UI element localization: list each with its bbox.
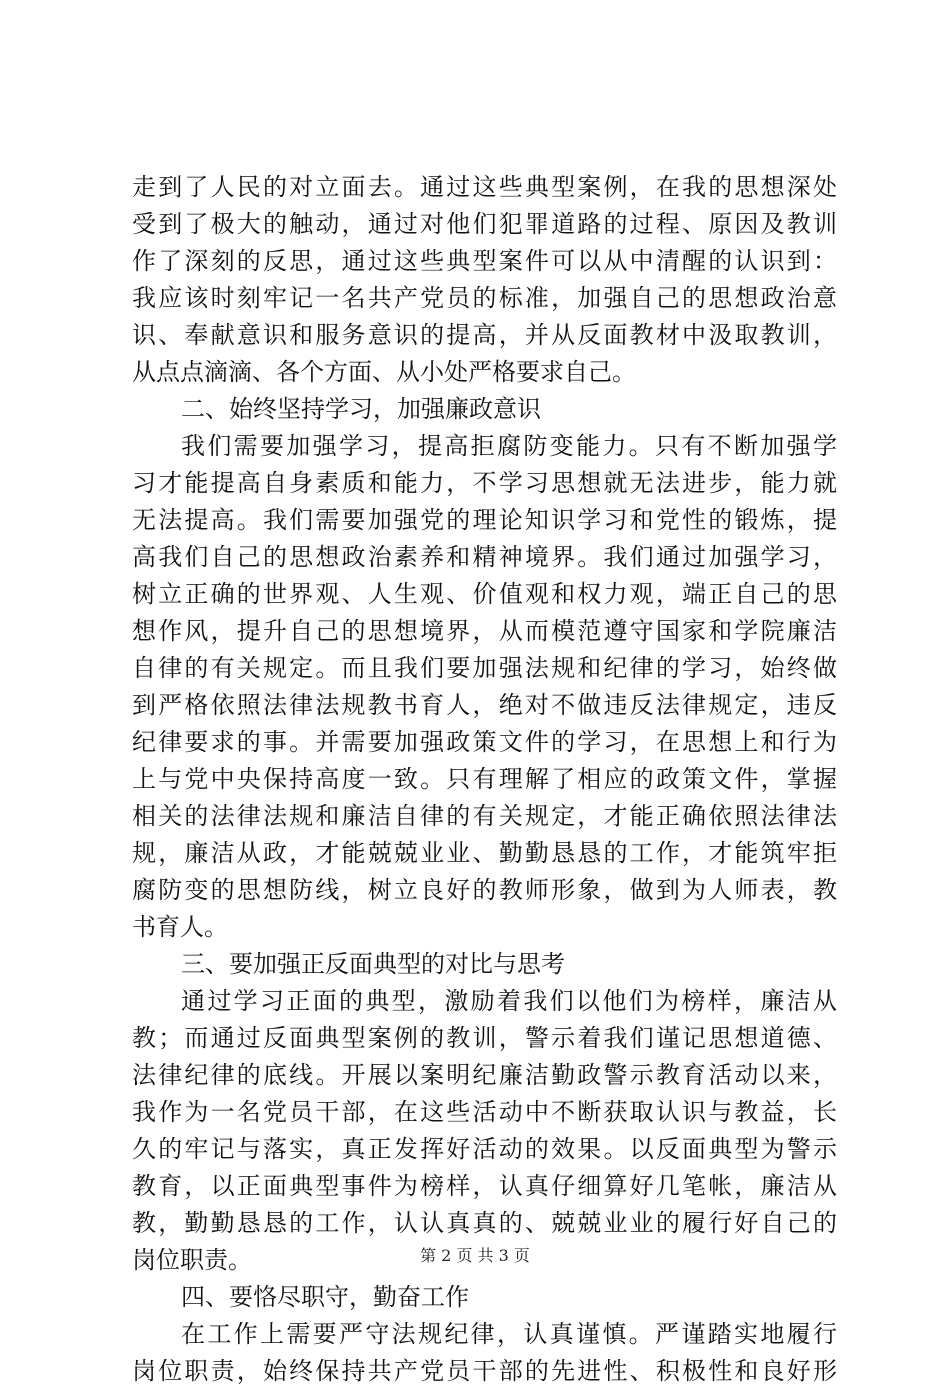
text-line: 相关的法律法规和廉洁自律的有关规定，才能正确依照法律法 [132,802,837,830]
text-line: 受到了极大的触动，通过对他们犯罪道路的过程、原因及教训 [132,210,837,238]
text-line: 想作风，提升自己的思想境界，从而模范遵守国家和学院廉洁 [132,617,837,645]
text-line: 岗位职责。 [132,1246,252,1274]
text-line: 我们需要加强学习，提高拒腐防变能力。只有不断加强学 [181,432,837,460]
text-line: 纪律要求的事。并需要加强政策文件的学习，在思想上和行为 [132,728,837,756]
text-line: 书育人。 [132,913,228,941]
text-line: 上与党中央保持高度一致。只有理解了相应的政策文件，掌握 [132,765,837,793]
text-line: 习才能提高自身素质和能力，不学习思想就无法进步，能力就 [132,469,837,497]
text-line: 在工作上需要严守法规纪律，认真谨慎。严谨踏实地履行 [181,1320,837,1348]
text-line: 久的牢记与落实，真正发挥好活动的效果。以反面典型为警示 [132,1135,837,1163]
text-line: 识、奉献意识和服务意识的提高，并从反面教材中汲取教训， [132,321,837,349]
text-line: 通过学习正面的典型，激励着我们以他们为榜样，廉洁从 [181,987,837,1015]
text-line: 到严格依照法律法规教书育人，绝对不做违反法律规定，违反 [132,691,837,719]
text-line: 法律纪律的底线。开展以案明纪廉洁勤政警示教育活动以来， [132,1061,837,1089]
text-line: 我应该时刻牢记一名共产党员的标准，加强自己的思想政治意 [132,284,837,312]
text-line: 岗位职责，始终保持共产党员干部的先进性、积极性和良好形 [132,1357,837,1385]
text-line: 无法提高。我们需要加强党的理论知识学习和党性的锻炼，提 [132,506,837,534]
text-line: 规，廉洁从政，才能兢兢业业、勤勤恳恳的工作，才能筑牢拒 [132,839,837,867]
document-body [132,169,837,1390]
section-heading-2: 二、始终坚持学习，加强廉政意识 [181,395,541,423]
text-line: 自律的有关规定。而且我们要加强法规和纪律的学习，始终做 [132,654,837,682]
page-number-footer: 第 2 页 共 3 页 [420,1246,530,1265]
text-line: 高我们自己的思想政治素养和精神境界。我们通过加强学习， [132,543,837,571]
section-heading-3: 三、要加强正反面典型的对比与思考 [181,950,565,978]
section-heading-4: 四、要恪尽职守，勤奋工作 [181,1283,469,1311]
text-line: 作了深刻的反思，通过这些典型案件可以从中清醒的认识到： [132,247,837,275]
text-line: 教育，以正面典型事件为榜样，认真仔细算好几笔帐，廉洁从 [132,1172,837,1200]
text-line: 教，勤勤恳恳的工作，认认真真的、兢兢业业的履行好自己的 [132,1209,837,1237]
text-line: 树立正确的世界观、人生观、价值观和权力观，端正自己的思 [132,580,837,608]
text-line: 教；而通过反面典型案例的教训，警示着我们谨记思想道德、 [132,1024,837,1052]
text-line: 从点点滴滴、各个方面、从小处严格要求自己。 [132,358,636,386]
text-line: 腐防变的思想防线，树立良好的教师形象，做到为人师表，教 [132,876,837,904]
text-line: 我作为一名党员干部，在这些活动中不断获取认识与教益，长 [132,1098,837,1126]
text-line: 走到了人民的对立面去。通过这些典型案例，在我的思想深处 [132,173,837,201]
